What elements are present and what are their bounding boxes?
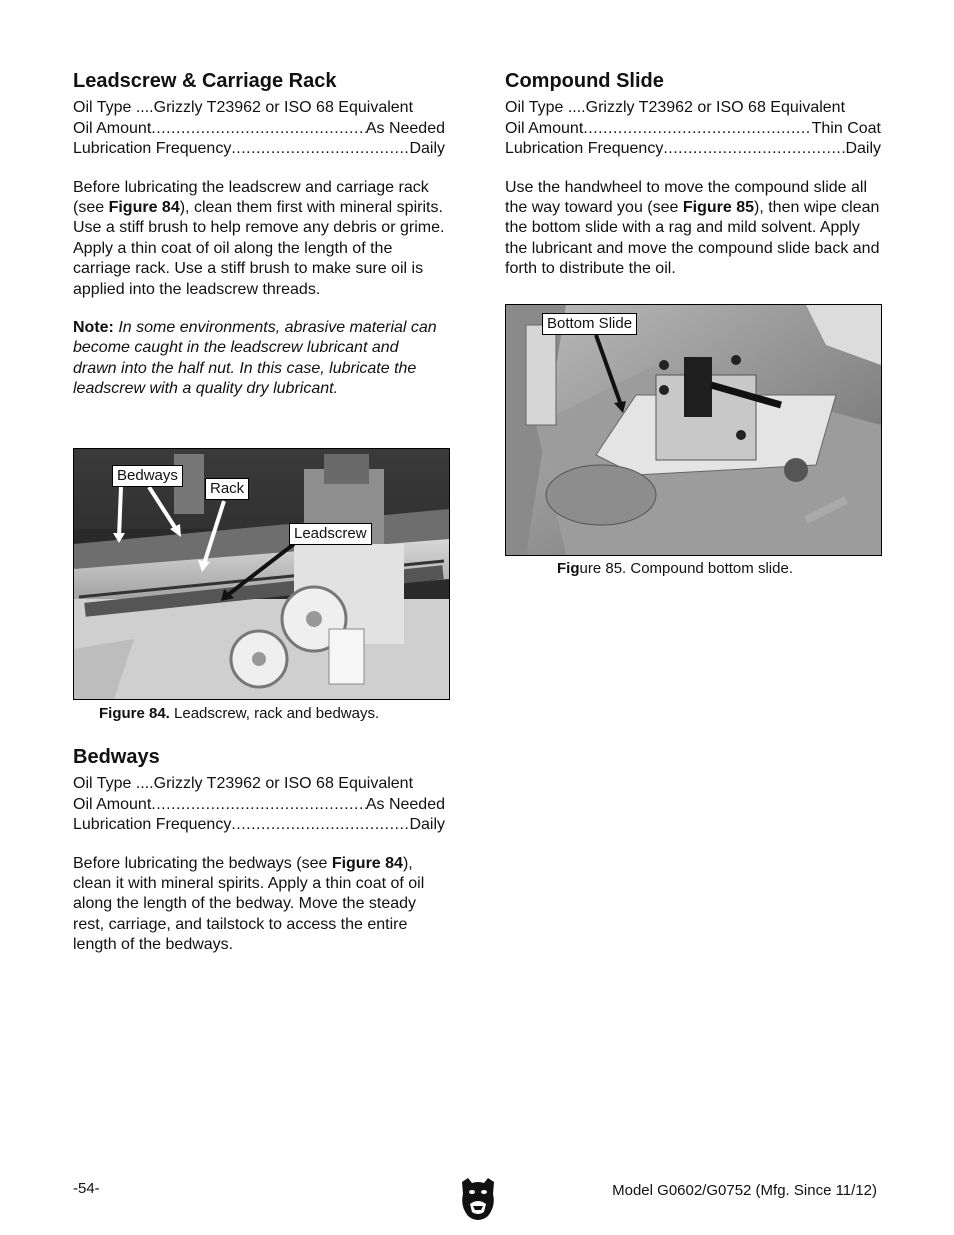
bedways-paragraph: Before lubricating the bedways (see Figure 84), clean it with mineral spirits. Apply a thin coat of oil along the length of the bedway. Move the steady rest, carriage, and tailstock to access the entire length of the bedways. [73, 854, 425, 954]
callout-bedways: Bedways [112, 465, 183, 487]
compound-paragraph: Use the handwheel to move the compound slide all the way toward you (see Figure 85), then wipe clean the bottom slide with a rag and mild solvent. Apply the lubricant and move the compound slide back and forth to distribute the oil. [505, 178, 880, 278]
spec-oil-type: Oil Type .... Grizzly T23962 or ISO 68 Equivalent [505, 99, 846, 116]
callout-bottom-slide: Bottom Slide [542, 313, 637, 335]
figure-85-caption: Figure 85. Compound bottom slide. [557, 560, 793, 577]
callout-leadscrew: Leadscrew [289, 523, 372, 545]
note-label: Note: [73, 318, 114, 336]
bear-logo-icon [458, 1176, 498, 1222]
spec-lubrication-frequency: Lubrication Frequency ..... Daily [73, 139, 445, 160]
left-column [73, 68, 445, 400]
page-number: -54- [73, 1180, 100, 1197]
spec-lubrication-frequency: Lubrication Frequency ..... Daily [505, 139, 881, 160]
spec-oil-type: Oil Type .... Grizzly T23962 or ISO 68 Equivalent [73, 775, 414, 792]
leadscrew-paragraph: Before lubricating the leadscrew and carriage rack (see Figure 84), clean them first with mineral spirits. Use a stiff brush to help remove any debris or grime. Apply a thin coat of oil along the length of the carriage rack. Use a stiff brush to make sure oil is applied into the leadscrew threads. [73, 178, 445, 298]
spec-oil-amount: Oil Amount ..... As Needed [73, 795, 445, 816]
spec-oil-type: Oil Type .... Grizzly T23962 or ISO 68 Equivalent [73, 99, 414, 116]
section-title-bedways: Bedways [73, 746, 160, 768]
section-title-leadscrew: Leadscrew & Carriage Rack [73, 70, 337, 92]
figure-84-photo [73, 448, 450, 700]
spec-oil-amount: Oil Amount ..... Thin Coat [505, 119, 881, 140]
callout-rack: Rack [205, 478, 249, 500]
figure-84-caption: Figure 84. Leadscrew, rack and bedways. [99, 705, 380, 722]
model-info: Model G0602/G0752 (Mfg. Since 11/12) [612, 1182, 877, 1199]
leadscrew-note: Note: In some environments, abrasive material can become caught in the leadscrew lubricant and drawn into the half nut. In this case, lubricate the leadscrew with a quality dry lubricant. [73, 318, 437, 398]
bedways-section [73, 744, 445, 956]
spec-lubrication-frequency: Lubrication Frequency ..... Daily [73, 815, 445, 836]
figure-85-photo [505, 304, 882, 556]
spec-oil-amount: Oil Amount ..... As Needed [73, 119, 445, 140]
compound-slide-photo [506, 305, 881, 555]
section-title-compound-slide: Compound Slide [505, 70, 664, 92]
right-column [505, 68, 881, 280]
